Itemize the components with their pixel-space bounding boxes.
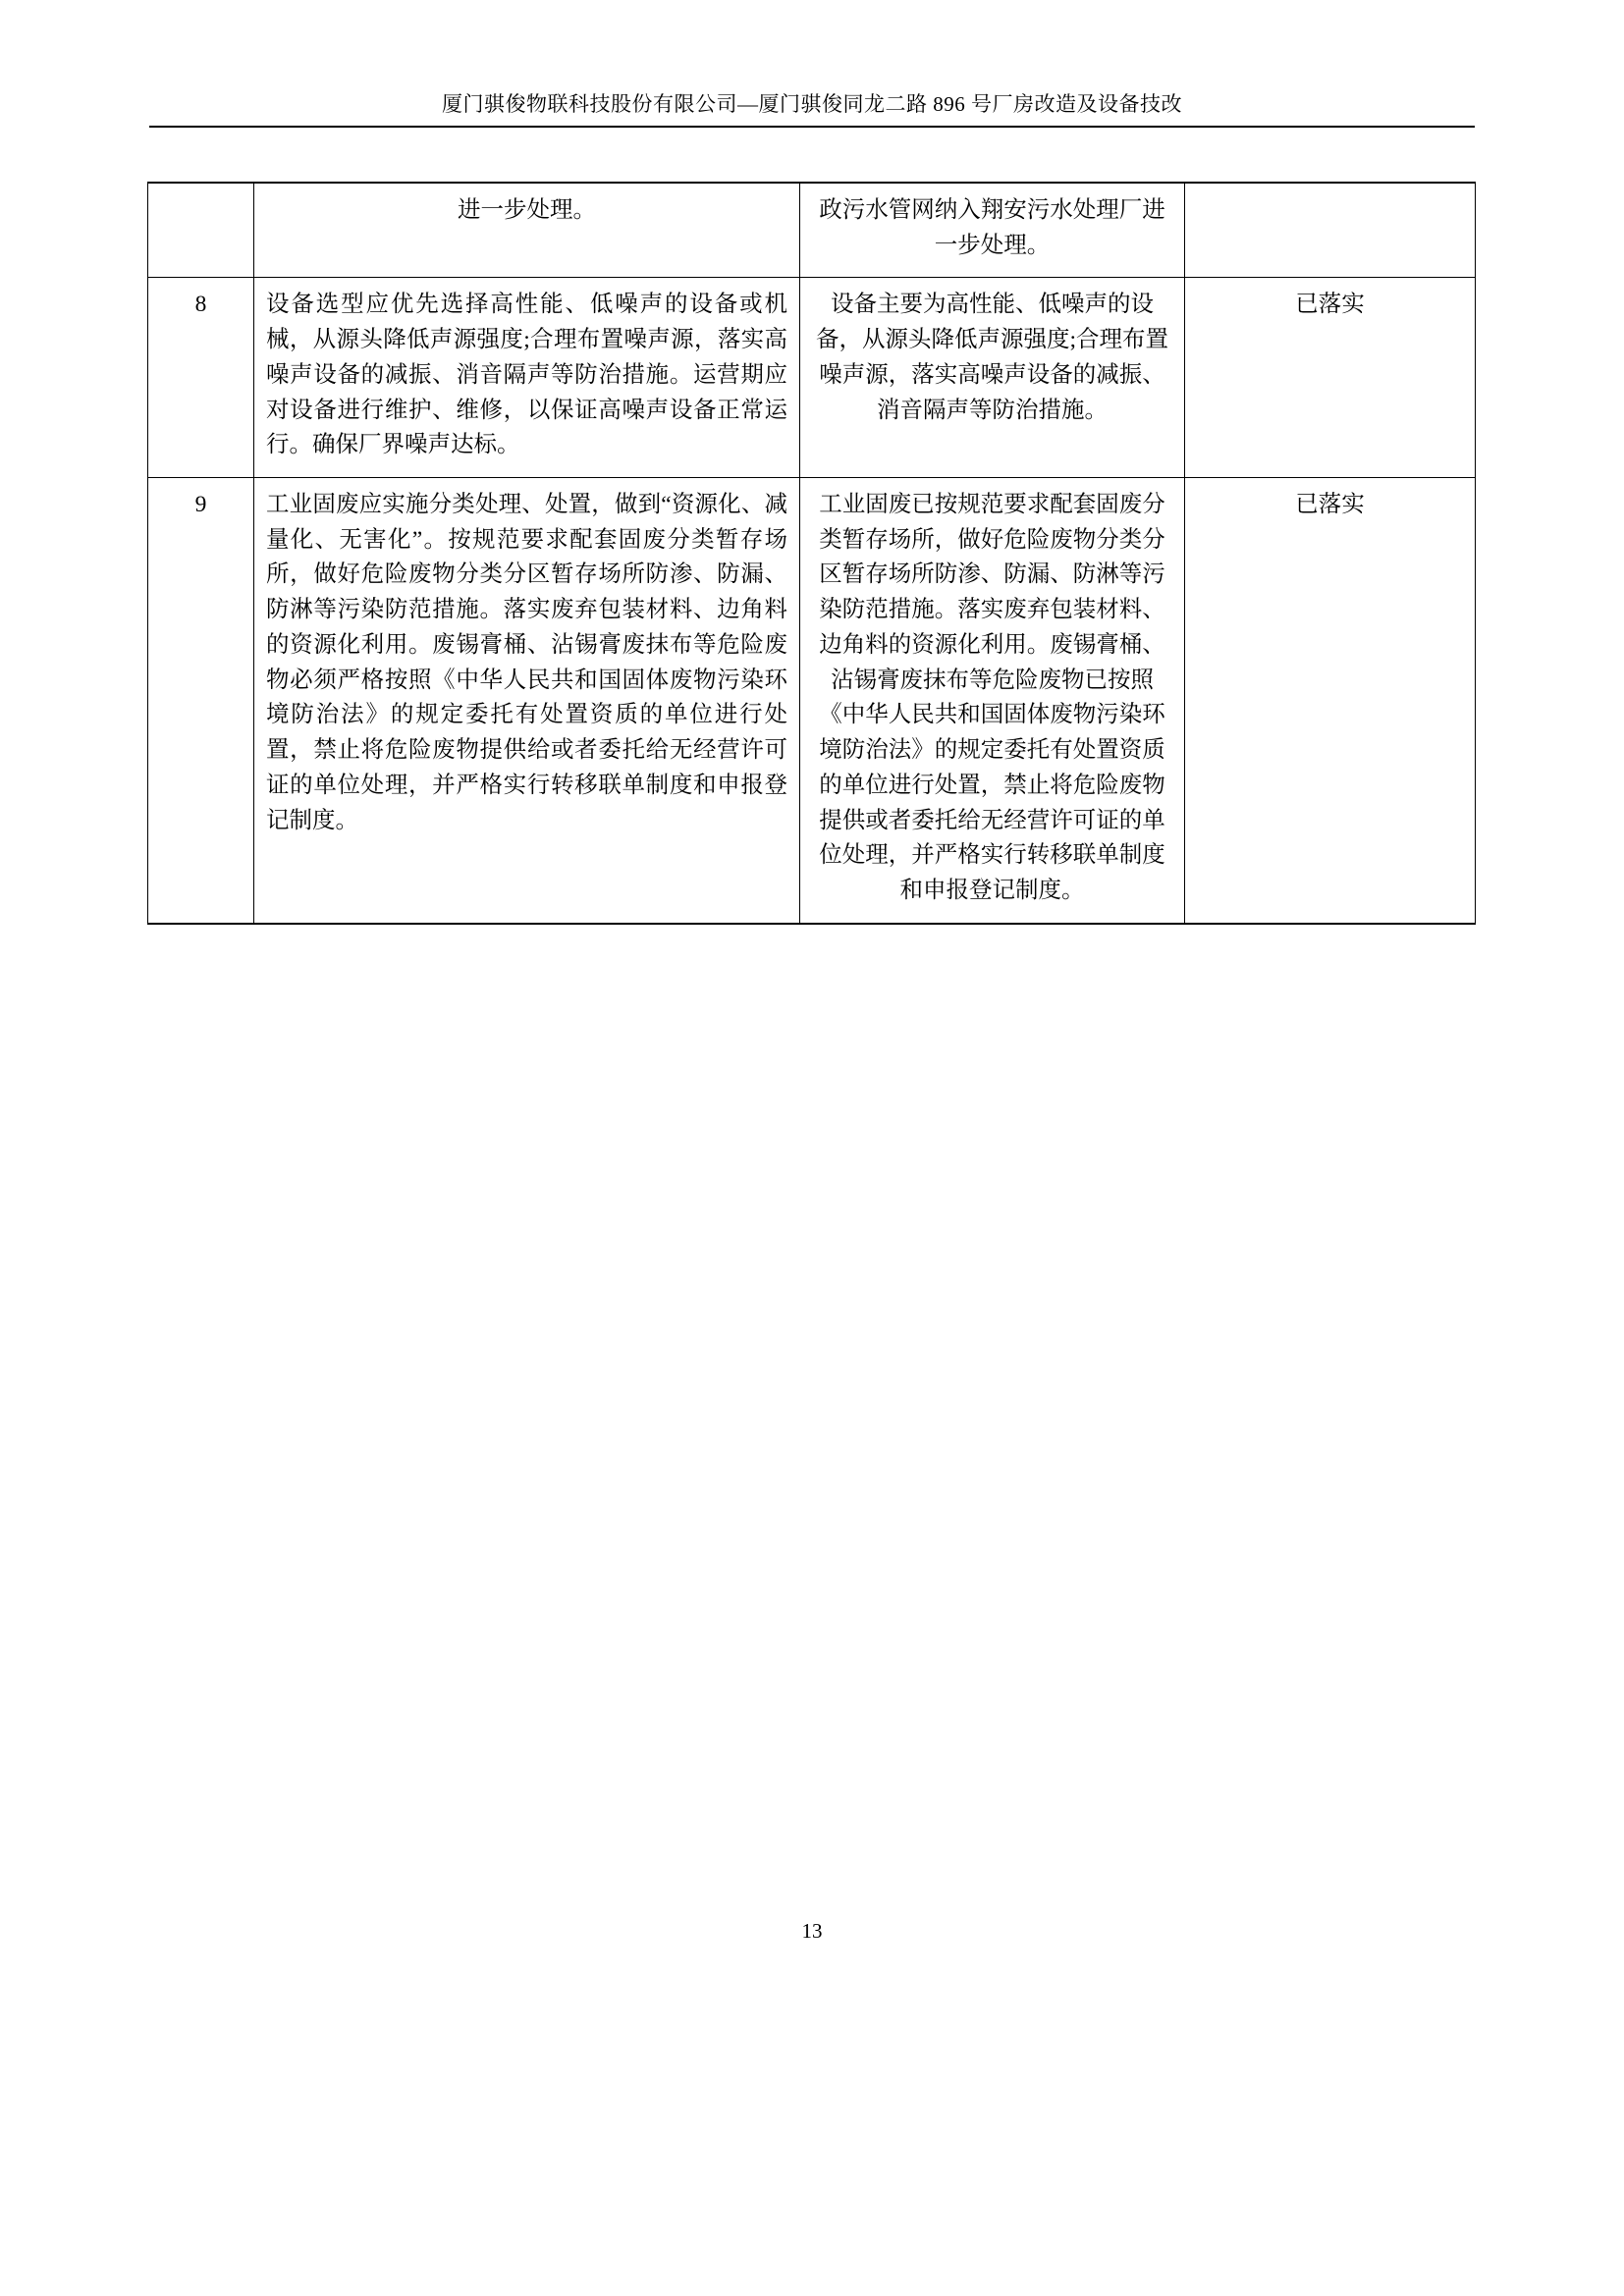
row-implementation: 工业固废已按规范要求配套固废分类暂存场所，做好危险废物分类分区暂存场所防渗、防漏、防淋等污染防范措施。落实废弃包装材料、边角料的资源化利用。废锡膏桶、沾锡膏废抹布等危险废物已按照《中华人民共和国固体废物污染环境防治法》的规定委托有处置资质的单位进行处置，禁止将危险废物提供或者委托给无经营许可证的单位处理，并严格实行转移联单制度和申报登记制度。 (800, 478, 1185, 924)
table-row (148, 478, 1476, 924)
row-requirement: 工业固废应实施分类处理、处置，做到“资源化、减量化、无害化”。按规范要求配套固废分类暂存场所，做好危险废物分类分区暂存场所防渗、防漏、防淋等污染防范措施。落实废弃包装材料、边角料的资源化利用。废锡膏桶、沾锡膏废抹布等危险废物必须严格按照《中华人民共和国固体废物污染环境防治法》的规定委托有处置资质的单位进行处置，禁止将危险废物提供给或者委托给无经营许可证的单位处理，并严格实行转移联单制度和申报登记制度。 (254, 478, 800, 924)
row-implementation: 政污水管网纳入翔安污水处理厂进一步处理。 (800, 183, 1185, 278)
page-header (147, 90, 1477, 119)
row-requirement: 进一步处理。 (254, 183, 800, 278)
header-divider (149, 126, 1475, 128)
row-implementation: 设备主要为高性能、低噪声的设备，从源头降低声源强度;合理布置噪声源，落实高噪声设备的减振、消音隔声等防治措施。 (800, 278, 1185, 478)
row-number: 9 (148, 478, 254, 924)
table-row (148, 183, 1476, 278)
measures-table (147, 182, 1476, 925)
row-requirement: 设备选型应优先选择高性能、低噪声的设备或机械，从源头降低声源强度;合理布置噪声源，落实高噪声设备的减振、消音隔声等防治措施。运营期应对设备进行维护、维修，以保证高噪声设备正常运行。确保厂界噪声达标。 (254, 278, 800, 478)
row-status: 已落实 (1185, 278, 1476, 478)
row-status: 已落实 (1185, 478, 1476, 924)
measures-table-wrapper (147, 182, 1475, 925)
row-status (1185, 183, 1476, 278)
page-number: 13 (801, 1919, 823, 1943)
header-title: 厦门骐俊物联科技股份有限公司—厦门骐俊同龙二路 896 号厂房改造及设备技改 (442, 92, 1182, 116)
row-number: 8 (148, 278, 254, 478)
row-number (148, 183, 254, 278)
table-row (148, 278, 1476, 478)
